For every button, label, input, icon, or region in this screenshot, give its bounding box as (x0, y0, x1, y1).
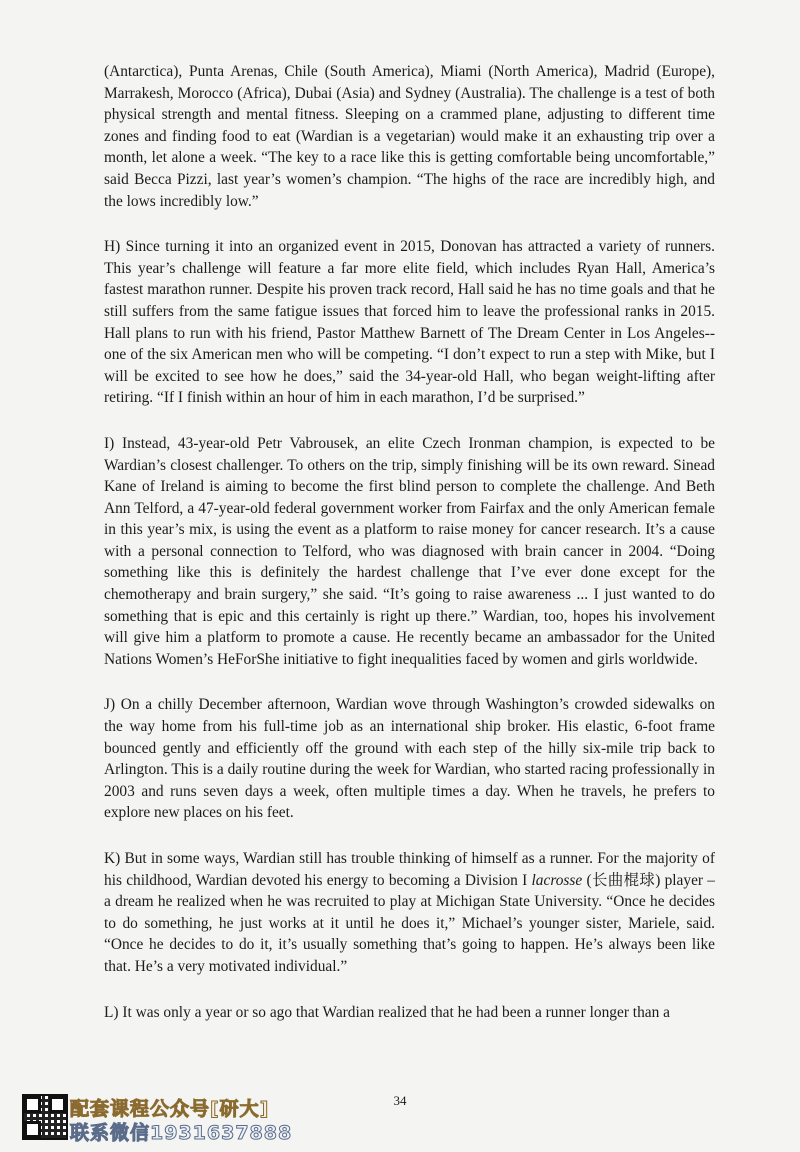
qr-code-icon (22, 1094, 68, 1140)
paragraph-j: J) On a chilly December afternoon, Wardian wove through Washington’s crowded sidewalks on the way home from his full-time job as an international ship broker. His elastic, 6-foot frame bounced gently and efficiently off the ground with each step of the hilly six-mile trip back to Arlington. This is a daily routine during the week for Wardian, who started racing professionally in 2003 and runs seven days a week, often multiple times a day. When he travels, he prefers to explore new places on his feet. (104, 696, 715, 822)
paragraph-k: K) But in some ways, Wardian still has trouble thinking of himself as a runner. For the majority of his childhood, Wardian devoted his energy to becoming a Division I lacrosse (长曲棍球) player – a dream he realized when he was recruited to play at Michigan State University. “Once he decides to do something, he just works at it until he does it,” Michael’s younger sister, Mariele, said. “Once he decides to do it, it’s usually something that’s going to happen. He’s always been like that. He’s a very motivated individual.” (104, 850, 715, 975)
paragraph-g-continued: (Antarctica), Punta Arenas, Chile (South America), Miami (North America), Madrid (Europe), Marrakesh, Morocco (Africa), Dubai (Asia) and Sydney (Australia). The challenge is a test of both physical strength and mental fitness. Sleeping on a crammed plane, adjusting to different time zones and finding food to eat (Wardian is a vegetarian) would make it an exhausting trip over a month, let alone a week. “The key to a race like this is getting comfortable being uncomfortable,” said Becca Pizzi, last year’s women’s champion. “The highs of the race are incredibly high, and the lows incredibly low.” (104, 63, 715, 210)
paragraph-h: H) Since turning it into an organized event in 2015, Donovan has attracted a variety of runners. This year’s challenge will feature a far more elite field, which includes Ryan Hall, America’s fastest marathon runner. Despite his proven track record, Hall said he has no time goals and that he still suffers from the same fatigue issues that forced him to leave the professional ranks in 2015. Hall plans to run with his friend, Pastor Matthew Barnett of The Dream Center in Los Angeles-- one of the six American men who will be competing. “I don’t expect to run a step with Mike, but I will be excited to see how he does,” said the 34-year-old Hall, who began weight-lifting after retiring. “If I finish within an hour of him in each marathon, I’d be surprised.” (104, 238, 715, 407)
article-body (104, 61, 715, 1047)
promo-line-2: 联系微信1931637888 (70, 1122, 293, 1144)
footer-promo-watermark (22, 1094, 322, 1144)
italic-term: lacrosse (531, 871, 583, 889)
promo-line-1: 配套课程公众号[研大] (70, 1098, 270, 1120)
paragraph-i: I) Instead, 43-year-old Petr Vabrousek, an elite Czech Ironman champion, is expected to be Wardian’s closest challenger. To others on the trip, simply finishing will be its own reward. Sinead Kane of Ireland is aiming to become the first blind person to complete the challenge. And Beth Ann Telford, a 47-year-old federal government worker from Fairfax and the only American female in this year’s mix, is using the event as a platform to raise money for cancer research. It’s a cause with a personal connection to Telford, who was diagnosed with brain cancer in 2004. “Doing something like this is definitely the hardest challenge that I’ve ever done except for the chemotherapy and brain surgery,” she said. “It’s going to raise awareness ... I just wanted to do something that is epic and this certainly is right up there.” Wardian, too, hopes his involvement will give him a platform to promote a cause. He recently became an ambassador for the United Nations Women’s HeForShe initiative to fight inequalities faced by women and girls worldwide. (104, 434, 715, 668)
page-number: 34 (393, 1093, 407, 1108)
paragraph-l: L) It was only a year or so ago that Wardian realized that he had been a runner longer than a (104, 1003, 670, 1021)
